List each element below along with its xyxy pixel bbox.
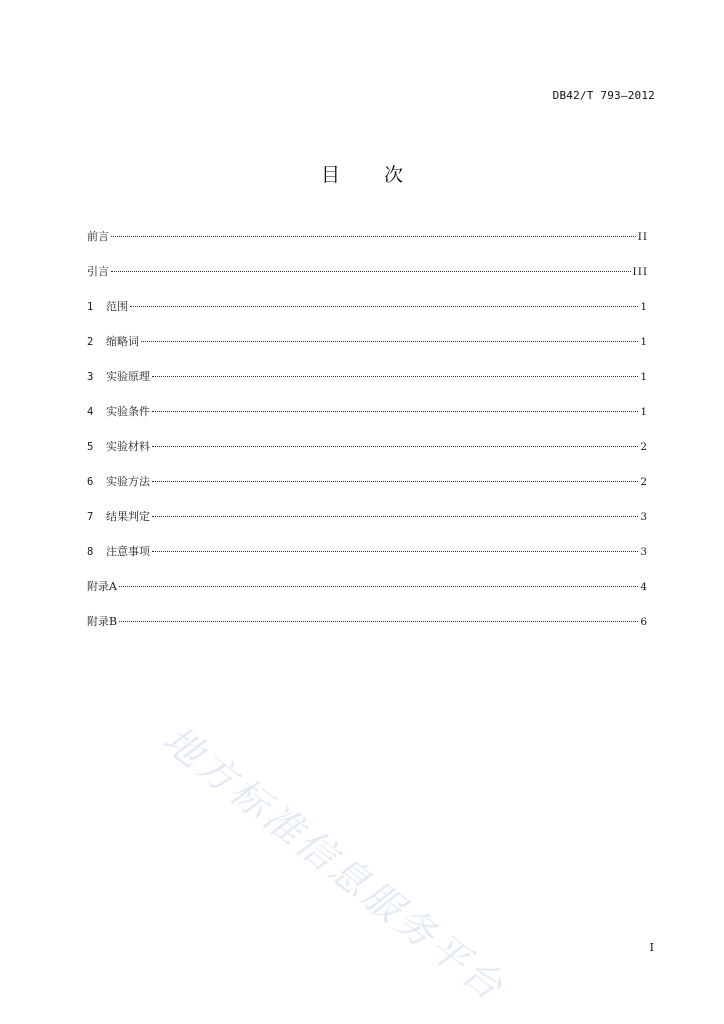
toc-leader xyxy=(152,481,638,482)
toc-page: III xyxy=(632,266,648,278)
toc-leader xyxy=(119,621,638,622)
table-of-contents xyxy=(87,229,648,649)
toc-number: 8 xyxy=(87,546,94,558)
toc-number: 5 xyxy=(87,441,94,453)
toc-label: 附录A xyxy=(87,580,117,593)
toc-number: 1 xyxy=(87,301,94,313)
toc-entry-materials[interactable] xyxy=(87,439,648,474)
toc-leader xyxy=(111,271,631,272)
toc-label: 附录B xyxy=(87,615,118,628)
toc-leader xyxy=(152,551,638,552)
toc-entry-appendix-a[interactable] xyxy=(87,579,648,614)
toc-entry-abbreviations[interactable] xyxy=(87,334,648,369)
toc-number: 4 xyxy=(87,406,94,418)
toc-page: 4 xyxy=(640,581,648,593)
toc-label: 实验原理 xyxy=(106,370,150,383)
toc-leader xyxy=(111,236,636,237)
toc-entry-methods[interactable] xyxy=(87,474,648,509)
toc-page: 3 xyxy=(640,511,648,523)
standard-code: DB42/T 793—2012 xyxy=(552,89,655,102)
toc-label: 结果判定 xyxy=(106,510,150,523)
page-title-part2: 次 xyxy=(384,164,404,186)
toc-number: 2 xyxy=(87,336,94,348)
toc-page: 1 xyxy=(640,301,648,313)
toc-page: 2 xyxy=(640,476,648,488)
toc-entry-notes[interactable] xyxy=(87,544,648,579)
toc-number: 6 xyxy=(87,476,94,488)
toc-label: 实验材料 xyxy=(106,440,150,453)
toc-page: II xyxy=(637,231,648,243)
toc-entry-principle[interactable] xyxy=(87,369,648,404)
toc-page: 2 xyxy=(640,441,648,453)
toc-entry-introduction[interactable] xyxy=(87,264,648,299)
toc-entry-appendix-b[interactable] xyxy=(87,614,648,649)
toc-page: 1 xyxy=(640,406,648,418)
toc-page: 1 xyxy=(640,371,648,383)
toc-leader xyxy=(141,341,638,342)
toc-leader xyxy=(152,516,638,517)
toc-entry-conditions[interactable] xyxy=(87,404,648,439)
toc-label: 实验方法 xyxy=(106,475,150,488)
page-title xyxy=(0,160,724,187)
toc-number: 3 xyxy=(87,371,94,383)
toc-leader xyxy=(130,306,638,307)
toc-leader xyxy=(152,411,638,412)
watermark: 地方标准信息服务平台 xyxy=(155,717,514,1011)
toc-page: 1 xyxy=(640,336,648,348)
toc-entry-foreword[interactable] xyxy=(87,229,648,264)
toc-label: 实验条件 xyxy=(106,405,150,418)
toc-label: 缩略词 xyxy=(106,335,139,348)
toc-label: 注意事项 xyxy=(106,545,150,558)
toc-label: 前言 xyxy=(87,230,109,243)
toc-entry-results[interactable] xyxy=(87,509,648,544)
toc-page: 3 xyxy=(640,546,648,558)
toc-leader xyxy=(152,446,638,447)
toc-entry-scope[interactable] xyxy=(87,299,648,334)
toc-number: 7 xyxy=(87,511,94,523)
page-number: I xyxy=(649,941,654,954)
page-title-part1: 目 xyxy=(320,164,340,186)
toc-page: 6 xyxy=(640,616,648,628)
toc-leader xyxy=(152,376,638,377)
toc-label: 引言 xyxy=(87,265,109,278)
toc-leader xyxy=(119,586,638,587)
toc-label: 范围 xyxy=(106,300,128,313)
